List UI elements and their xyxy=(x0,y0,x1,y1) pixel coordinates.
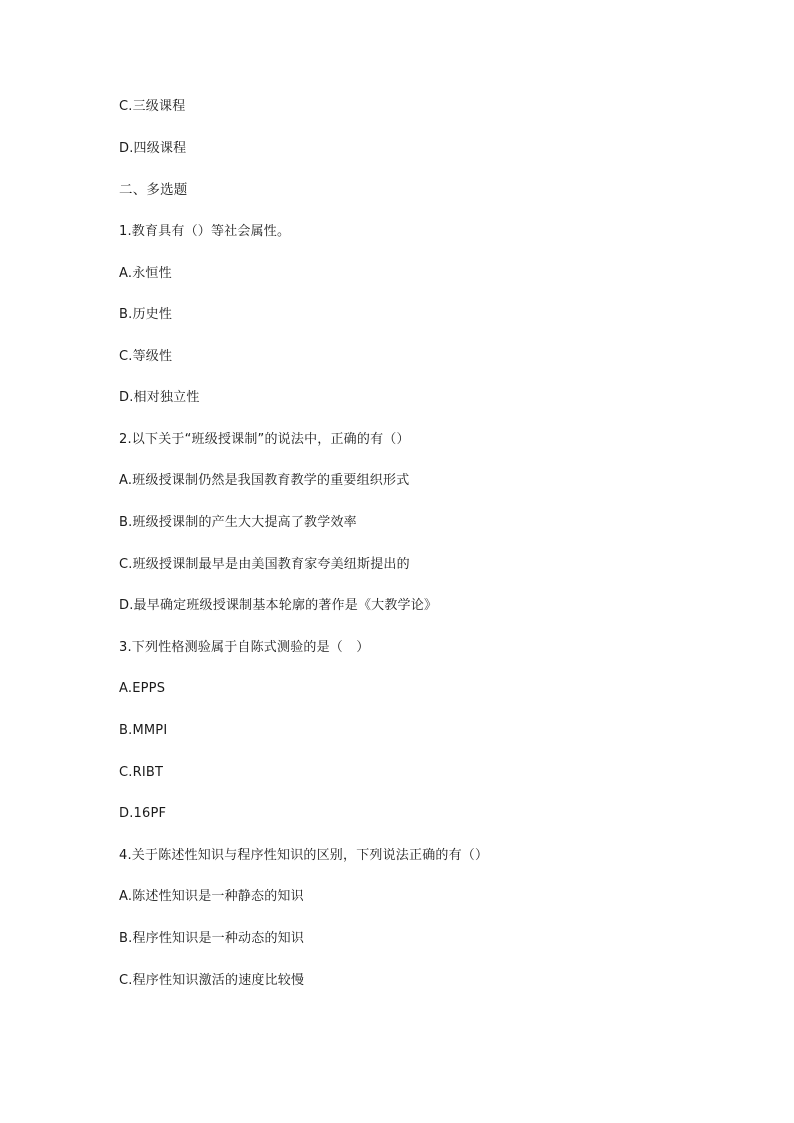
question-1-option-c: C.等级性 xyxy=(119,349,173,364)
question-4-option-c: C.程序性知识激活的速度比较慢 xyxy=(119,973,305,988)
question-4-option-b: B.程序性知识是一种动态的知识 xyxy=(119,931,305,946)
question-1-text: 1.教育具有（）等社会属性。 xyxy=(119,224,291,239)
question-2-text: 2.以下关于“班级授课制”的说法中，正确的有（） xyxy=(119,432,410,447)
question-3-option-a: A.EPPS xyxy=(119,681,166,696)
question-2-option-c: C.班级授课制最早是由美国教育家夸美纽斯提出的 xyxy=(119,557,410,572)
question-2-option-b: B.班级授课制的产生大大提高了教学效率 xyxy=(119,515,357,530)
question-4-option-a: A.陈述性知识是一种静态的知识 xyxy=(119,889,304,904)
option-c-three-level-course: C.三级课程 xyxy=(119,99,186,114)
question-3-option-d: D.16PF xyxy=(119,806,167,821)
question-3-option-b: B.MMPI xyxy=(119,723,168,738)
question-1-option-d: D.相对独立性 xyxy=(119,390,200,405)
question-2-option-a: A.班级授课制仍然是我国教育教学的重要组织形式 xyxy=(119,473,410,488)
question-1-option-b: B.历史性 xyxy=(119,307,173,322)
question-4-text: 4.关于陈述性知识与程序性知识的区别，下列说法正确的有（） xyxy=(119,848,489,863)
option-d-four-level-course: D.四级课程 xyxy=(119,141,187,156)
question-1-option-a: A.永恒性 xyxy=(119,266,172,281)
question-3-text: 3.下列性格测验属于自陈式测验的是（ ） xyxy=(119,640,370,655)
question-2-option-d: D.最早确定班级授课制基本轮廓的著作是《大教学论》 xyxy=(119,598,438,613)
section-heading-multiple-choice: 二、多选题 xyxy=(119,182,188,198)
question-3-option-c: C.RIBT xyxy=(119,765,164,780)
